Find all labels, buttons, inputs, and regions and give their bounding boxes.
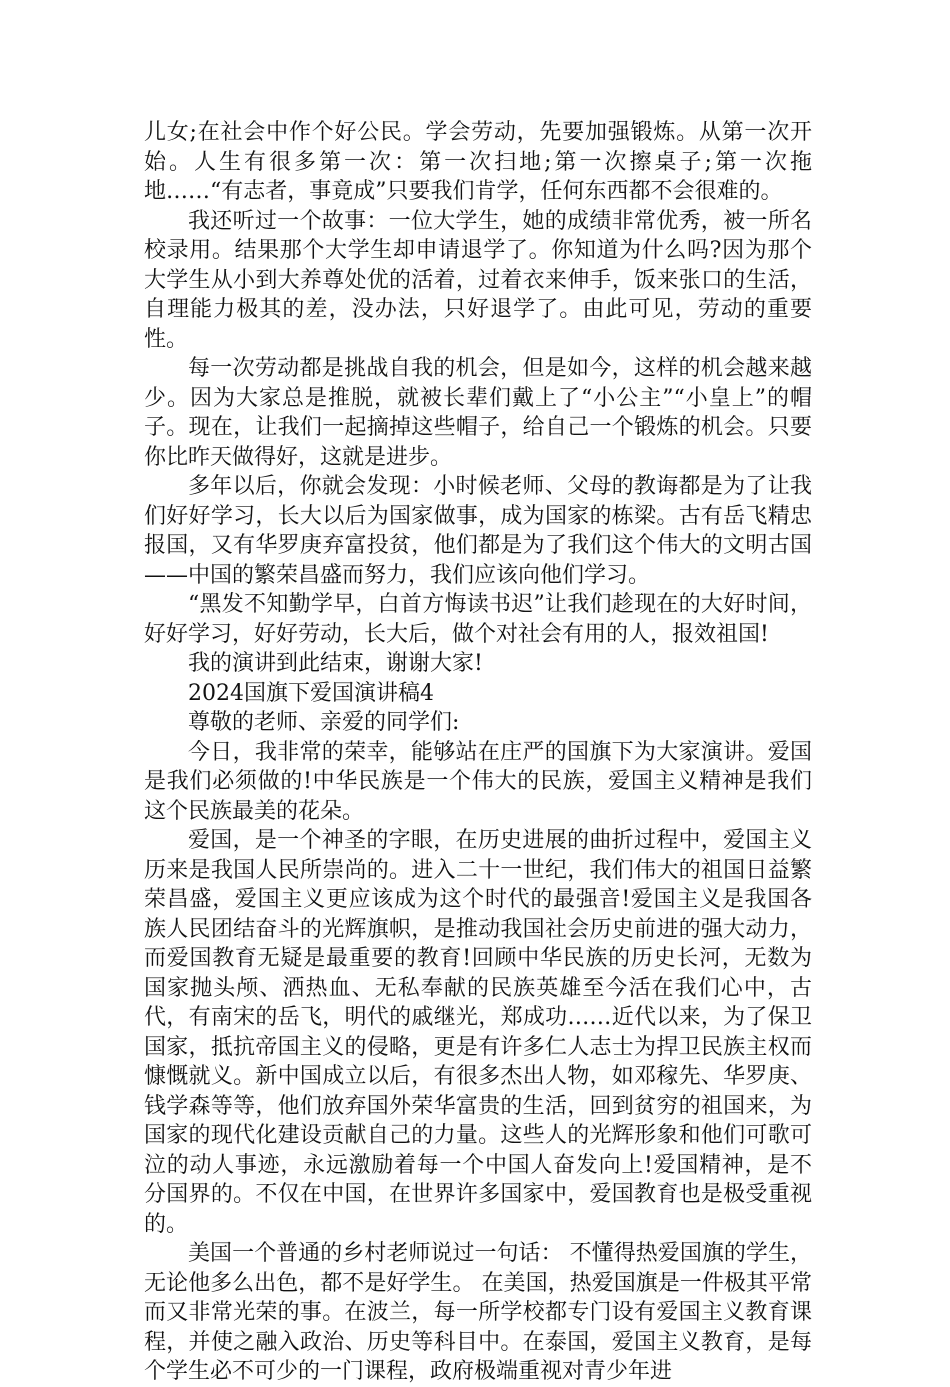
salutation: 尊敬的老师、亲爱的同学们:	[188, 710, 460, 735]
document-body	[144, 118, 812, 1387]
section-title: 2024国旗下爱国演讲稿4	[188, 680, 434, 706]
paragraph-story: 我还听过一个故事：一位大学生，她的成绩非常优秀，被一所名校录用。结果那个大学生却申请退学了。你知道为什么吗?因为那个大学生从小到大养尊处优的活着，过着衣来伸手，饭来张口的生活，自理能力极其的差，没办法，只好退学了。由此可见，劳动的重要性。	[144, 208, 812, 352]
paragraph-intro: 今日，我非常的荣幸，能够站在庄严的国旗下为大家演讲。爱国是我们必须做的!中华民族是一个伟大的民族，爱国主义精神是我们这个民族最美的花朵。	[144, 739, 812, 824]
paragraph-other-countries: 美国一个普通的乡村老师说过一句话： 不懂得热爱国旗的学生，无论他多么出色，都不是好学生。 在美国，热爱国旗是一件极其平常而又非常光荣的事。在波兰，每一所学校都专门设有爱国主义教育课程，并使之融入政治、历史等科目中。在泰国，爱国主义教育，是每个学生必不可少的一门课程，政府极端重视对青少年进	[144, 1241, 812, 1384]
paragraph-quote: “黑发不知勤学早，白首方悔读书迟”让我们趁现在的大好时间，好好学习，好好劳动，长大后，做个对社会有用的人，报效祖国!	[144, 592, 812, 647]
paragraph-continuation: 儿女;在社会中作个好公民。学会劳动，先要加强锻炼。从第一次开始。人生有很多第一次：第一次扫地;第一次擦桌子;第一次拖地……“有志者，事竟成”只要我们肯学，任何东西都不会很难的。	[144, 120, 812, 204]
paragraph-closing: 我的演讲到此结束，谢谢大家!	[188, 651, 483, 676]
paragraph-patriotism: 爱国，是一个神圣的字眼，在历史进展的曲折过程中，爱国主义历来是我国人民所崇尚的。进入二十一世纪，我们伟大的祖国日益繁荣昌盛，爱国主义更应该成为这个时代的最强音!爱国主义是我国各族人民团结奋斗的光辉旗帜，是推动我国社会历史前进的强大动力，而爱国教育无疑是最重要的教育!回顾中华民族的历史长河，无数为国家抛头颅、洒热血、无私奉献的民族英雄至今活在我们心中，古代，有南宋的岳飞，明代的戚继光，郑成功……近代以来，为了保卫国家，抵抗帝国主义的侵略，更是有许多仁人志士为捍卫民族主权而慷慨就义。新中国成立以后，有很多杰出人物，如邓稼先、华罗庚、钱学森等等，他们放弃国外荣华富贵的生活，回到贫穷的祖国来，为国家的现代化建设贡献自己的力量。这些人的光辉形象和他们可歌可泣的动人事迹，永远激励着每一个中国人奋发向上!爱国精神，是不分国界的。不仅在中国，在世界许多国家中，爱国教育也是极受重视的。	[144, 828, 812, 1237]
paragraph-future: 多年以后，你就会发现：小时候老师、父母的教诲都是为了让我们好好学习，长大以后为国家做事，成为国家的栋梁。古有岳飞精忠报国，又有华罗庚弃富投贫，他们都是为了我们这个伟大的文明古国——中国的繁荣昌盛而努力，我们应该向他们学习。	[144, 474, 812, 588]
paragraph-labor-challenge: 每一次劳动都是挑战自我的机会，但是如今，这样的机会越来越少。因为大家总是推脱，就被长辈们戴上了“小公主”“小皇上”的帽子。现在，让我们一起摘掉这些帽子，给自己一个锻炼的机会。只要你比昨天做得好，这就是进步。	[144, 356, 812, 470]
